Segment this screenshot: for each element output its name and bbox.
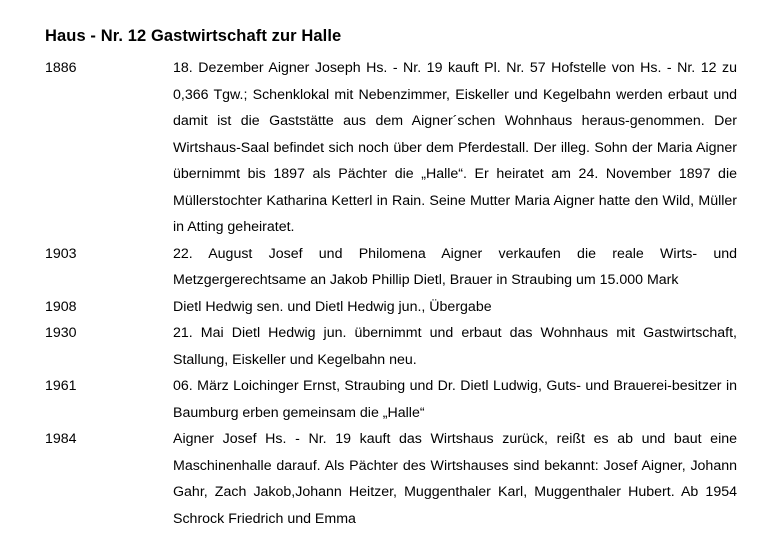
entry-year: 1961: [45, 378, 77, 394]
chronology-entry-1886: [45, 55, 737, 241]
chronology-entry-1930: [45, 320, 737, 373]
entry-text: 22. August Josef und Philomena Aigner verkaufen die reale Wirts- und Metzgergerechtsame an Jakob Phillip Dietl, Brauer in Straubing um 15.000 Mark: [173, 245, 737, 288]
entry-text: Aigner Josef Hs. - Nr. 19 kauft das Wirtshaus zurück, reißt es ab und baut eine Maschinenhalle darauf. Als Pächter des Wirtshauses sind bekannt: Josef Aigner, Johann Gahr, Zach Jakob,Johann Heitzer, Muggenthaler Karl, Muggenthaler Hubert. Ab 1954 Schrock Friedrich und Emma: [173, 431, 737, 527]
entry-year: 1930: [45, 325, 77, 341]
entry-text: 21. Mai Dietl Hedwig jun. übernimmt und erbaut das Wohnhaus mit Gastwirtschaft, Stallung, Eiskeller und Kegelbahn neu.: [173, 325, 737, 368]
entry-year: 1903: [45, 245, 77, 262]
entry-year: 1984: [45, 431, 77, 447]
chronology-entry-1908: [45, 294, 737, 321]
entry-text: Dietl Hedwig sen. und Dietl Hedwig jun., Übergabe: [173, 298, 492, 315]
entry-year: 1908: [45, 298, 77, 315]
entry-text: 18. Dezember Aigner Joseph Hs. - Nr. 19 kauft Pl. Nr. 57 Hofstelle von Hs. - Nr. 12 zu 0,366 Tgw.; Schenklokal mit Nebenzimmer, Eiskeller und Kegelbahn werden erbaut und damit ist die Gaststätte aus dem Aigner´schen Wohnhaus heraus-genommen. Der Wirtshaus-Saal befindet sich noch über dem Pferdestall. Der illeg. Sohn der Maria Aigner übernimmt bis 1897 als Pächter die „Halle“. Er heiratet am 24. November 1897 die Müllerstochter Katharina Ketterl in Rain. Seine Mutter Maria Aigner hatte den Wild, Müller in Atting geheiratet.: [173, 60, 737, 235]
document-title: Haus - Nr. 12 Gastwirtschaft zur Halle: [45, 27, 342, 45]
chronology-entry-1903: [45, 241, 737, 294]
entry-text: 06. März Loichinger Ernst, Straubing und Dr. Dietl Ludwig, Guts- und Brauerei-besitzer in Baumburg erben gemeinsam die „Halle“: [173, 378, 737, 421]
entry-year: 1886: [45, 60, 77, 76]
chronology-list: [45, 55, 737, 532]
chronology-entry-1984: [45, 426, 737, 532]
chronology-entry-1961: [45, 373, 737, 426]
